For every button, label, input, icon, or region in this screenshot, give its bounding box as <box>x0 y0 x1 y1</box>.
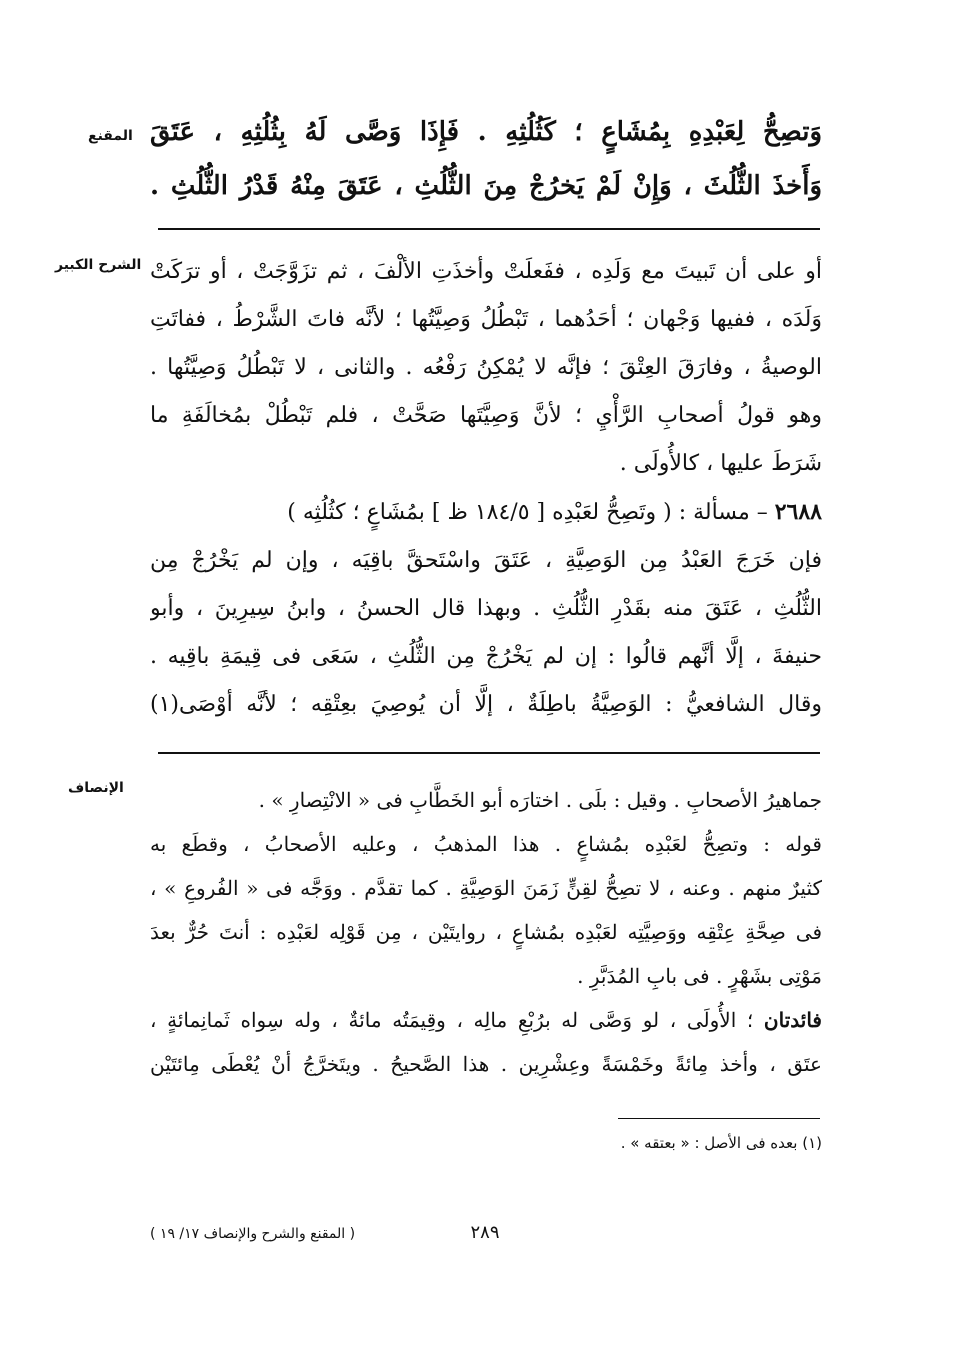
masala-heading <box>150 488 822 537</box>
sharh-line: وَلَدَه ، ففيها وَجْهان ؛ أحَدُهما ، تَبْطُلُ وَصِيَّتُها ؛ لأنَّه فاتَ الشَّرْطُ ، ففاتَتِ <box>150 307 822 332</box>
masala-text: – مسألة : ( وتَصِحُّ لعَبْدِه [ ١٨٤/٥ ظ ] بمُشَاعٍ ؛ كثُلُثِه ) <box>287 500 775 525</box>
mughni-line: وَأَخذَ الثُّلُثَ ، وَإِنْ لَمْ يَخرُجْ مِنَ الثُّلُثِ ، عَتَقَ مِنْهُ قَدْرُ الثُّلُثِ . <box>150 171 822 201</box>
sharh-line: فإن خَرَجَ العَبْدُ مِن الوَصِيَّةِ ، عَتَقَ واسْتَحقَّ باقِيَه ، وإن لم يَخْرُجْ مِن <box>150 548 822 573</box>
sharh-text <box>150 248 822 729</box>
section-label-insaf: الإنصاف <box>68 780 124 796</box>
sharh-line: الوصيةُ ، وفارَقَ العِتْقَ ؛ فإنَّه لا يُمْكِنُ رَفْعُه . والثانى ، لا تَبْطُلُ وَصِيَّتُها . <box>150 355 822 380</box>
sharh-line: وهو قولُ أصحابِ الرَّأْيِ ؛ لأنَّ وَصِيَّتَها صَحَّتْ ، فلم تَبْطُلْ بمُخالَفَةِ ما <box>150 403 822 428</box>
mughni-line: وَتصِحُّ لِعَبْدِهِ بِمُشَاعٍ ؛ كَثُلُثِهِ . فَإِذَا وَصَّى لَهُ بِثُلُثِهِ ، عَتَقَ <box>150 117 822 147</box>
sharh-line: شَرَطَ عليها ، كالأُولَى . <box>619 451 822 476</box>
insaf-line: قوله : وتصِحُّ لعَبْدِه بمُشاعٍ . هذا المذهبُ ، وعليه الأصحابُ ، وقطَع به <box>150 832 822 856</box>
sharh-line: وقال الشافعيُّ : الوَصِيَّةُ باطِلَةٌ ، إلَّا أن يُوصِيَ بعِتْقِه ؛ لأنَّه أوْصَى(١) <box>150 692 822 717</box>
faida-line <box>150 998 822 1042</box>
page-number: ٢٨٩ <box>470 1222 500 1243</box>
sharh-line: الثُّلُثِ ، عَتَقَ منه بقَدْرِ الثُّلُثِ . وبهذا قال الحسنُ ، وابنُ سِيرِينَ ، وأبو <box>150 596 822 621</box>
section-label-sharh: الشرح الكبير <box>55 257 142 273</box>
volume-reference: ( المقنع والشرح والإنصاف ١٧/ ١٩ ) <box>150 1226 356 1242</box>
insaf-line: مَوْتِى بشَهْرٍ . فى بابِ المُدَبَّرِ . <box>577 964 822 988</box>
section-label-mughni: المقنع <box>88 128 133 144</box>
insaf-line: جماهيرُ الأصحابِ . وقيل : بلَى . اختارَه أبو الخَطَّابِ فى « الانْتِصارِ » . <box>258 788 822 812</box>
masala-number: ٢٦٨٨ <box>774 499 822 525</box>
insaf-line: عتَق ، وأخذ مِائةً وخَمْسَةً وعِشْرِين . هذا الصَّحيحُ . ويتَخرَّجُ أنْ يُعْطَى مِائتَيْن <box>150 1052 822 1076</box>
faida-label: فائدتان <box>763 1008 822 1032</box>
faida-text: ؛ الأُولَى ، لو وَصَّى له برُبْعِ مالِه ، وقِيمَتُه مائةٌ ، وله سِواه ثَمانِمائةٍ ، <box>150 1008 764 1032</box>
sharh-line: حنيفةَ ، إلَّا أنَّهم قالُوا : إن لم يَخْرُجْ مِن الثُّلُثِ ، سَعَى فى قِيمَةِ باقِيه . <box>150 644 822 669</box>
footnote-divider <box>618 1118 820 1119</box>
footnote: (١) بعده فى الأصل : « بعتقه » . <box>620 1134 822 1152</box>
insaf-text <box>150 778 822 1086</box>
insaf-line: فى صِحَّةِ عِتْقِه ووَصِيَّتِه لعَبْدِه بمُشاعٍ ، روايتَيْن ، مِن قَوْلِه لعَبْدِه : أنتَ حُرٌّ بعدَ <box>150 920 822 944</box>
section-divider <box>158 752 820 754</box>
section-divider <box>158 228 820 230</box>
mughni-text <box>150 105 822 213</box>
insaf-line: كثيرٌ منهم . وعنه ، لا تصِحُّ لقِنٍّ زَمَنَ الوَصِيَّةِ . كما تقدَّم . ووَجَّه فى « الفُروعِ » ، <box>150 876 822 900</box>
sharh-line: أو على أن تَبيتَ مع وَلَدِه ، ففَعلَتْ وأخذَتِ الألْفَ ، ثم تزَوَّجَتْ ، أو ترَكَتْ <box>150 259 822 284</box>
